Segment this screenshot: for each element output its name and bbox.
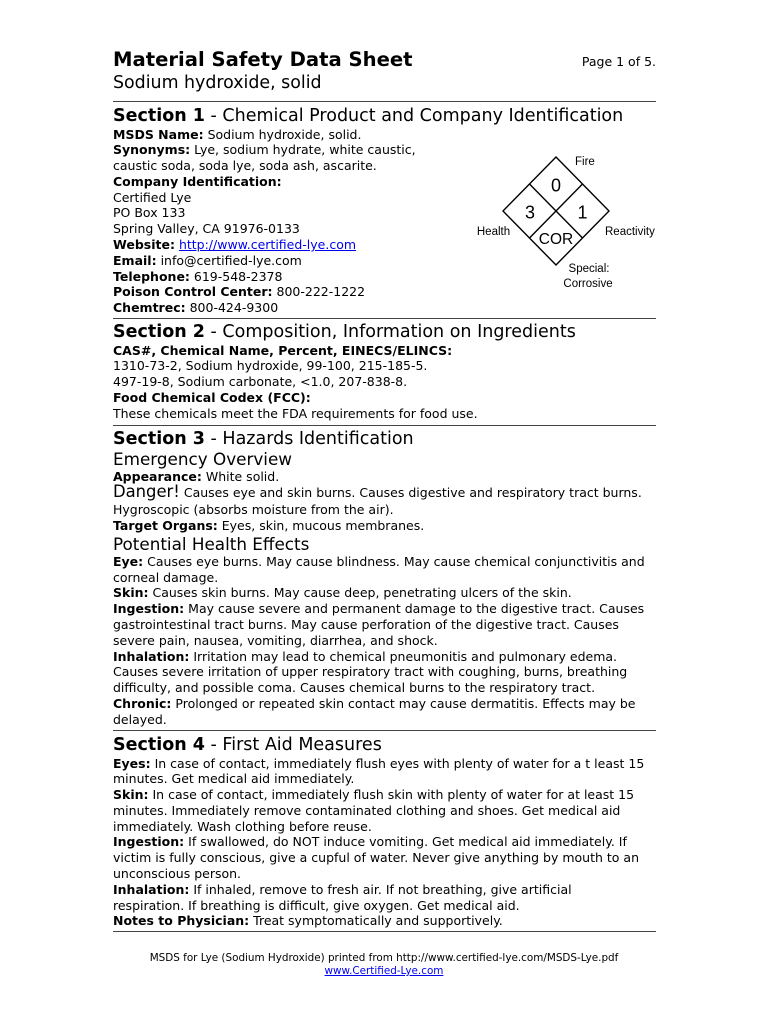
field-value: difficulty, and possible coma. Causes chemical burns to the respiratory tract. [113,680,596,696]
field-value: Eyes, skin, mucous membranes. [221,518,425,534]
field-value: 800-222-1222 [276,284,366,300]
field-label: Appearance: [113,468,202,484]
field-label: Inhalation: [113,881,190,897]
section-number: Section 4 [113,734,205,755]
field-value: info@certified-lye.com [160,252,302,268]
field-label: Skin: [113,787,149,803]
effect-chronic [113,696,656,712]
divider [113,931,656,932]
field-value: respiration. If breathing is difficult, give oxygen. Get medical aid. [113,897,520,913]
field-label: Eye: [113,553,144,569]
field-label: Telephone: [113,268,190,284]
field-value: Causes severe irritation of upper respiratory tract with coughing, burns, breathing [113,664,628,680]
field-label: Email: [113,252,157,268]
section-number: Section 3 [113,428,205,449]
field-label: Company Identification: [113,173,282,189]
notes-to-physician [113,913,656,929]
field-value: If swallowed, do NOT induce vomiting. Get medical aid immediately. If [188,834,627,850]
subheading-potential-health-effects: Potential Health Effects [113,533,310,554]
field-label: CAS#, Chemical Name, Percent, EINECS/ELINCS: [113,342,453,358]
msds-name-row [113,127,656,143]
field-label: Ingestion: [113,834,185,850]
nfpa-special-label: Special: [568,263,610,275]
field-value: 619-548-2378 [193,268,283,284]
footer-link[interactable]: www.Certified-Lye.com [324,965,444,977]
nfpa-health-label: Health [476,226,511,238]
nfpa-reactivity-label: Reactivity [605,226,655,238]
effect-ingestion [113,601,656,617]
field-value: White solid. [205,468,280,484]
field-label: Chemtrec: [113,300,186,316]
nfpa-health-rating: 3 [524,202,536,223]
divider [113,425,656,426]
field-value: caustic soda, soda lye, soda ash, ascarite. [113,158,377,174]
section-heading [113,106,656,127]
first-aid-skin [113,787,656,803]
section-number: Section 2 [113,321,205,342]
section-2 [113,322,656,422]
divider [113,101,656,102]
company-city: Spring Valley, CA 91976-0133 [113,221,300,237]
field-value: minutes. Get medical aid immediately. [113,771,355,787]
ingredient-row: 497-19-8, Sodium carbonate, <1.0, 207-838-8. [113,374,408,390]
field-value: Treat symptomatically and supportively. [253,913,503,929]
document-title: Material Safety Data Sheet [113,48,413,71]
field-value: Causes eye burns. May cause blindness. May cause chemical conjunctivitis and [147,553,645,569]
effect-eye [113,554,656,570]
section-title: - Chemical Product and Company Identification [210,105,624,126]
first-aid-eyes [113,756,656,772]
field-value: Sodium hydroxide, solid. [207,126,362,142]
field-value: Hygroscopic (absorbs moisture from the air). [113,502,394,518]
effect-skin [113,585,656,601]
section-title: - Hazards Identification [210,428,414,449]
field-label: Skin: [113,585,149,601]
first-aid-inhalation [113,882,656,898]
website-link[interactable]: http://www.certified-lye.com [178,237,357,253]
field-value: In case of contact, immediately flush skin with plenty of water for at least 15 [152,787,635,803]
footer-link-row [0,965,768,978]
field-label: Notes to Physician: [113,913,250,929]
nfpa-fire-label: Fire [575,156,595,168]
field-value: In case of contact, immediately flush eyes with plenty of water for a t least 15 [154,755,645,771]
divider [113,318,656,319]
field-label: Website: [113,237,175,253]
nfpa-fire-rating: 0 [550,175,562,196]
field-value: 800-424-9300 [189,300,279,316]
field-label: Food Chemical Codex (FCC): [113,389,311,405]
section-heading [113,322,656,343]
field-label: Chronic: [113,696,172,712]
field-value: Causes skin burns. May cause deep, penetrating ulcers of the skin. [152,585,572,601]
field-value: immediately. Wash clothing before reuse. [113,818,372,834]
footer-note: MSDS for Lye (Sodium Hydroxide) printed from http://www.certified-lye.com/MSDS-Lye.pdf [149,952,619,964]
field-value: gastrointestinal tract burns. May cause perforation of the digestive tract. Causes [113,617,619,633]
field-label: Poison Control Center: [113,284,273,300]
field-label: Inhalation: [113,648,190,664]
document-subtitle: Sodium hydroxide, solid [113,73,322,93]
section-4 [113,735,656,930]
effect-inhalation [113,649,656,665]
company-name: Certified Lye [113,189,192,205]
target-organs-row [113,518,656,534]
company-address: PO Box 133 [113,205,186,221]
section-title: - Composition, Information on Ingredients [210,321,576,342]
nfpa-reactivity-rating: 1 [577,202,588,223]
section-heading [113,429,656,450]
section-title: - First Aid Measures [210,734,382,755]
section-number: Section 1 [113,105,205,126]
field-value: May cause severe and permanent damage to the digestive tract. Causes [188,601,645,617]
field-value: Irritation may lead to chemical pneumonitis and pulmonary edema. [193,648,618,664]
field-label: Target Organs: [113,518,218,534]
field-value: minutes. Immediately remove contaminated clothing and shoes. Get medical aid [113,802,621,818]
section-3 [113,429,656,728]
field-label: Eyes: [113,755,151,771]
appearance-row [113,469,656,485]
nfpa-special-value: Corrosive [563,278,613,290]
field-value: Prolonged or repeated skin contact may cause dermatitis. Effects may be [175,696,636,712]
field-value: corneal damage. [113,569,219,585]
field-label: Ingestion: [113,601,185,617]
nfpa-diamond [470,150,660,295]
field-label: MSDS Name: [113,126,204,142]
field-value: If inhaled, remove to fresh air. If not breathing, give artificial [193,881,572,897]
nfpa-special-rating: COR [538,231,574,248]
field-value: Lye, sodium hydrate, white caustic, [194,142,416,158]
field-value: victim is fully conscious, give a cupful of water. Never give anything by mouth to an [113,850,640,866]
first-aid-ingestion [113,834,656,850]
section-heading [113,735,656,756]
chemtrec-row [113,300,656,316]
danger-row [113,484,656,502]
field-value: delayed. [113,711,167,727]
field-value: unconscious person. [113,866,242,882]
subheading-emergency-overview: Emergency Overview [113,448,292,469]
page-number: Page 1 of 5. [581,54,656,69]
field-label: Synonyms: [113,142,191,158]
field-value: Causes eye and skin burns. Causes digestive and respiratory tract burns. [183,485,642,501]
ingredient-row: 1310-73-2, Sodium hydroxide, 99-100, 215-185-5. [113,358,428,374]
field-value: These chemicals meet the FDA requirements for food use. [113,405,478,421]
divider [113,730,656,731]
field-value: severe pain, nausea, vomiting, diarrhea, and shock. [113,632,438,648]
danger-label: Danger! [113,482,180,502]
